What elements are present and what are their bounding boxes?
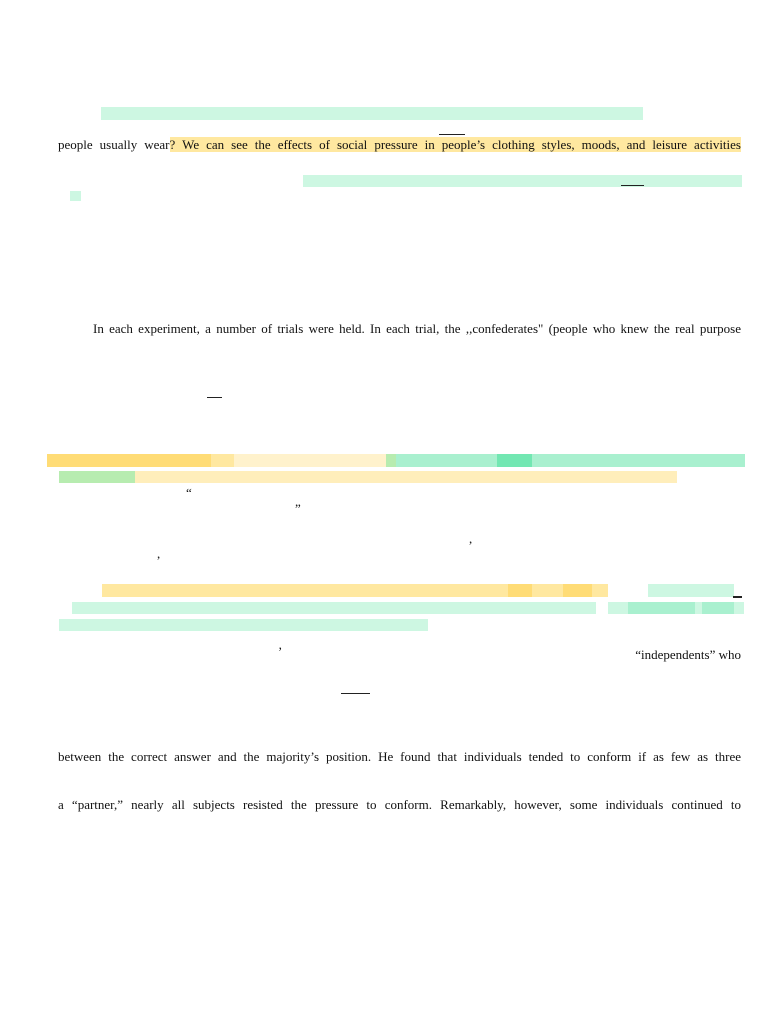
highlight-band [695,602,702,614]
highlight-band [211,454,234,467]
underline-rule [621,185,644,186]
highlighted-text: ? [169,137,176,152]
underline-rule [341,693,370,694]
highlight-band [72,602,596,614]
text-line: between the correct answer and the majority’s position. He found that individuals tended to conform if as few as three [58,749,741,764]
highlight-band [628,602,695,614]
text-segment: people usually wear [58,137,170,152]
text-line: “independents” who [635,647,741,662]
highlight-band [532,584,563,597]
highlighted-text: We can see the effects of social pressure in people’s clothing styles, moods, and leisure activities [175,137,741,152]
apostrophe-mark: ’ [278,644,283,659]
highlight-band [303,175,742,187]
highlight-band [497,454,532,467]
comma-mark: , [157,546,161,561]
highlight-band [608,602,628,614]
text-line: a “partner,” nearly all subjects resisted the pressure to conform. Remarkably, however, some individuals continued to [58,797,741,812]
highlight-band [47,454,211,467]
text-line [58,137,741,153]
highlight-marker [70,191,81,201]
highlight-band [592,584,608,597]
highlight-band [508,584,532,597]
quote-mark: ” [295,501,301,516]
underline-rule [439,134,465,135]
highlight-band [234,454,386,467]
text-line: In each experiment, a number of trials were held. In each trial, the ,,confederates" (people who knew the real purpose [93,321,741,336]
highlight-band [386,454,396,467]
underline-rule [207,397,222,398]
highlight-band [101,107,643,120]
highlight-band [532,454,745,467]
highlight-band [563,584,592,597]
comma-mark: , [469,531,473,546]
highlight-band [702,602,734,614]
underline-rule [733,596,742,598]
highlight-band [102,584,508,597]
highlight-band [135,471,677,483]
highlight-band [734,602,744,614]
highlight-band [648,584,734,597]
quote-mark: “ [186,485,192,500]
highlight-band [396,454,497,467]
highlight-band [59,619,428,631]
highlight-band [59,471,135,483]
